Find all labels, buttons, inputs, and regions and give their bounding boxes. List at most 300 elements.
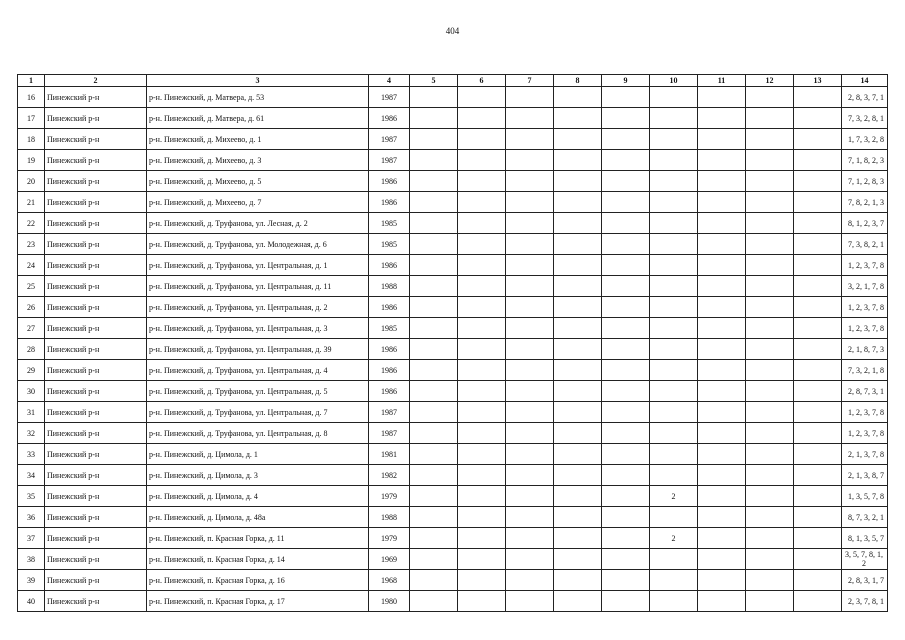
col10-cell	[650, 549, 698, 570]
empty-cell	[554, 276, 602, 297]
table-row	[18, 150, 888, 171]
codes-cell: 8, 1, 3, 5, 7	[842, 528, 888, 549]
codes-cell: 7, 1, 2, 8, 3	[842, 171, 888, 192]
empty-cell	[554, 507, 602, 528]
row-number: 28	[18, 339, 45, 360]
empty-cell	[602, 276, 650, 297]
empty-cell	[602, 507, 650, 528]
district-cell: Пинежский р-н	[45, 171, 147, 192]
row-number: 27	[18, 318, 45, 339]
year-cell: 1986	[369, 360, 410, 381]
row-number: 26	[18, 297, 45, 318]
year-cell: 1986	[369, 192, 410, 213]
empty-cell	[698, 444, 746, 465]
empty-cell	[794, 87, 842, 108]
empty-cell	[506, 423, 554, 444]
district-cell: Пинежский р-н	[45, 234, 147, 255]
empty-cell	[410, 507, 458, 528]
empty-cell	[410, 402, 458, 423]
table-row	[18, 528, 888, 549]
column-header-14: 14	[842, 75, 888, 87]
empty-cell	[602, 234, 650, 255]
empty-cell	[458, 402, 506, 423]
empty-cell	[506, 192, 554, 213]
col10-cell	[650, 213, 698, 234]
col10-cell	[650, 507, 698, 528]
empty-cell	[698, 150, 746, 171]
empty-cell	[794, 234, 842, 255]
row-number: 31	[18, 402, 45, 423]
empty-cell	[746, 591, 794, 612]
empty-cell	[794, 423, 842, 444]
header-row	[18, 75, 888, 87]
empty-cell	[506, 108, 554, 129]
table-row	[18, 318, 888, 339]
table-row	[18, 360, 888, 381]
table-row	[18, 549, 888, 570]
empty-cell	[410, 381, 458, 402]
col10-cell	[650, 297, 698, 318]
row-number: 22	[18, 213, 45, 234]
empty-cell	[746, 528, 794, 549]
row-number: 25	[18, 276, 45, 297]
year-cell: 1982	[369, 465, 410, 486]
empty-cell	[554, 192, 602, 213]
district-cell: Пинежский р-н	[45, 129, 147, 150]
district-cell: Пинежский р-н	[45, 87, 147, 108]
table-row	[18, 486, 888, 507]
address-cell: р-н. Пинежский, д. Матвера, д. 61	[147, 108, 369, 129]
empty-cell	[458, 297, 506, 318]
table-row	[18, 402, 888, 423]
empty-cell	[458, 213, 506, 234]
column-header-5: 5	[410, 75, 458, 87]
empty-cell	[602, 318, 650, 339]
empty-cell	[698, 192, 746, 213]
codes-cell: 2, 1, 3, 8, 7	[842, 465, 888, 486]
row-number: 37	[18, 528, 45, 549]
empty-cell	[602, 150, 650, 171]
empty-cell	[746, 234, 794, 255]
row-number: 32	[18, 423, 45, 444]
year-cell: 1988	[369, 507, 410, 528]
address-cell: р-н. Пинежский, д. Труфанова, ул. Центральная, д. 8	[147, 423, 369, 444]
address-cell: р-н. Пинежский, д. Михеево, д. 7	[147, 192, 369, 213]
empty-cell	[506, 570, 554, 591]
column-header-9: 9	[602, 75, 650, 87]
col10-cell	[650, 171, 698, 192]
empty-cell	[746, 465, 794, 486]
empty-cell	[746, 444, 794, 465]
empty-cell	[554, 87, 602, 108]
col10-cell: 2	[650, 528, 698, 549]
codes-cell: 8, 1, 2, 3, 7	[842, 213, 888, 234]
empty-cell	[602, 192, 650, 213]
row-number: 21	[18, 192, 45, 213]
district-cell: Пинежский р-н	[45, 339, 147, 360]
year-cell: 1968	[369, 570, 410, 591]
empty-cell	[410, 129, 458, 150]
empty-cell	[554, 234, 602, 255]
empty-cell	[458, 192, 506, 213]
empty-cell	[746, 108, 794, 129]
empty-cell	[746, 423, 794, 444]
empty-cell	[698, 213, 746, 234]
codes-cell: 2, 8, 3, 1, 7	[842, 570, 888, 591]
codes-cell: 1, 7, 3, 2, 8	[842, 129, 888, 150]
year-cell: 1986	[369, 381, 410, 402]
year-cell: 1980	[369, 591, 410, 612]
col10-cell	[650, 276, 698, 297]
empty-cell	[410, 570, 458, 591]
empty-cell	[506, 444, 554, 465]
empty-cell	[698, 129, 746, 150]
codes-cell: 7, 8, 2, 1, 3	[842, 192, 888, 213]
empty-cell	[698, 570, 746, 591]
empty-cell	[794, 171, 842, 192]
empty-cell	[698, 339, 746, 360]
empty-cell	[554, 339, 602, 360]
empty-cell	[746, 507, 794, 528]
codes-cell: 7, 3, 2, 8, 1	[842, 108, 888, 129]
empty-cell	[794, 129, 842, 150]
row-number: 40	[18, 591, 45, 612]
empty-cell	[458, 150, 506, 171]
table-row	[18, 171, 888, 192]
empty-cell	[794, 339, 842, 360]
address-cell: р-н. Пинежский, п. Красная Горка, д. 11	[147, 528, 369, 549]
row-number: 34	[18, 465, 45, 486]
empty-cell	[698, 591, 746, 612]
codes-cell: 7, 3, 8, 2, 1	[842, 234, 888, 255]
empty-cell	[746, 276, 794, 297]
empty-cell	[698, 549, 746, 570]
empty-cell	[506, 465, 554, 486]
col10-cell	[650, 150, 698, 171]
district-cell: Пинежский р-н	[45, 213, 147, 234]
empty-cell	[794, 528, 842, 549]
district-cell: Пинежский р-н	[45, 528, 147, 549]
empty-cell	[410, 339, 458, 360]
codes-cell: 1, 2, 3, 7, 8	[842, 423, 888, 444]
empty-cell	[746, 360, 794, 381]
empty-cell	[458, 591, 506, 612]
empty-cell	[602, 465, 650, 486]
empty-cell	[602, 570, 650, 591]
empty-cell	[698, 360, 746, 381]
empty-cell	[746, 318, 794, 339]
year-cell: 1985	[369, 213, 410, 234]
empty-cell	[554, 150, 602, 171]
year-cell: 1986	[369, 255, 410, 276]
table-row	[18, 423, 888, 444]
codes-cell: 7, 3, 2, 1, 8	[842, 360, 888, 381]
empty-cell	[410, 486, 458, 507]
district-cell: Пинежский р-н	[45, 486, 147, 507]
codes-cell: 1, 2, 3, 7, 8	[842, 318, 888, 339]
codes-cell: 1, 2, 3, 7, 8	[842, 297, 888, 318]
empty-cell	[602, 171, 650, 192]
address-cell: р-н. Пинежский, д. Труфанова, ул. Центральная, д. 3	[147, 318, 369, 339]
empty-cell	[794, 549, 842, 570]
empty-cell	[458, 339, 506, 360]
empty-cell	[554, 570, 602, 591]
table-row	[18, 591, 888, 612]
empty-cell	[602, 213, 650, 234]
table-row	[18, 234, 888, 255]
empty-cell	[794, 591, 842, 612]
col10-cell	[650, 318, 698, 339]
district-cell: Пинежский р-н	[45, 276, 147, 297]
column-header-11: 11	[698, 75, 746, 87]
empty-cell	[506, 255, 554, 276]
empty-cell	[410, 297, 458, 318]
row-number: 38	[18, 549, 45, 570]
district-cell: Пинежский р-н	[45, 381, 147, 402]
empty-cell	[554, 591, 602, 612]
empty-cell	[554, 486, 602, 507]
year-cell: 1986	[369, 171, 410, 192]
year-cell: 1986	[369, 339, 410, 360]
empty-cell	[554, 297, 602, 318]
year-cell: 1985	[369, 234, 410, 255]
empty-cell	[698, 465, 746, 486]
empty-cell	[458, 507, 506, 528]
year-cell: 1969	[369, 549, 410, 570]
codes-cell: 7, 1, 8, 2, 3	[842, 150, 888, 171]
column-header-10: 10	[650, 75, 698, 87]
codes-cell: 1, 3, 5, 7, 8	[842, 486, 888, 507]
year-cell: 1987	[369, 423, 410, 444]
empty-cell	[602, 108, 650, 129]
row-number: 29	[18, 360, 45, 381]
row-number: 36	[18, 507, 45, 528]
year-cell: 1986	[369, 297, 410, 318]
empty-cell	[458, 255, 506, 276]
col10-cell	[650, 108, 698, 129]
year-cell: 1981	[369, 444, 410, 465]
empty-cell	[746, 255, 794, 276]
year-cell: 1979	[369, 528, 410, 549]
table-row	[18, 129, 888, 150]
empty-cell	[794, 318, 842, 339]
address-cell: р-н. Пинежский, д. Цимола, д. 4	[147, 486, 369, 507]
empty-cell	[602, 444, 650, 465]
empty-cell	[458, 360, 506, 381]
empty-cell	[698, 486, 746, 507]
empty-cell	[410, 360, 458, 381]
district-cell: Пинежский р-н	[45, 591, 147, 612]
empty-cell	[746, 87, 794, 108]
codes-cell: 2, 3, 7, 8, 1	[842, 591, 888, 612]
table-row	[18, 108, 888, 129]
empty-cell	[410, 276, 458, 297]
empty-cell	[746, 381, 794, 402]
empty-cell	[554, 255, 602, 276]
empty-cell	[554, 444, 602, 465]
empty-cell	[410, 150, 458, 171]
address-cell: р-н. Пинежский, д. Михеево, д. 5	[147, 171, 369, 192]
empty-cell	[794, 444, 842, 465]
empty-cell	[746, 192, 794, 213]
empty-cell	[746, 213, 794, 234]
district-cell: Пинежский р-н	[45, 192, 147, 213]
col10-cell	[650, 444, 698, 465]
empty-cell	[506, 87, 554, 108]
empty-cell	[554, 171, 602, 192]
row-number: 20	[18, 171, 45, 192]
district-cell: Пинежский р-н	[45, 507, 147, 528]
address-cell: р-н. Пинежский, д. Цимола, д. 48а	[147, 507, 369, 528]
year-cell: 1987	[369, 129, 410, 150]
table-row	[18, 276, 888, 297]
empty-cell	[602, 381, 650, 402]
empty-cell	[506, 486, 554, 507]
empty-cell	[410, 234, 458, 255]
empty-cell	[746, 150, 794, 171]
empty-cell	[698, 318, 746, 339]
column-header-12: 12	[746, 75, 794, 87]
empty-cell	[602, 129, 650, 150]
column-header-6: 6	[458, 75, 506, 87]
empty-cell	[794, 297, 842, 318]
empty-cell	[506, 549, 554, 570]
empty-cell	[554, 213, 602, 234]
empty-cell	[554, 402, 602, 423]
table-row	[18, 570, 888, 591]
empty-cell	[794, 507, 842, 528]
codes-cell: 3, 2, 1, 7, 8	[842, 276, 888, 297]
empty-cell	[698, 171, 746, 192]
empty-cell	[602, 255, 650, 276]
district-cell: Пинежский р-н	[45, 255, 147, 276]
empty-cell	[794, 150, 842, 171]
empty-cell	[410, 444, 458, 465]
empty-cell	[794, 381, 842, 402]
empty-cell	[602, 549, 650, 570]
empty-cell	[506, 213, 554, 234]
empty-cell	[410, 255, 458, 276]
codes-cell: 3, 5, 7, 8, 1, 2	[842, 549, 888, 570]
year-cell: 1986	[369, 108, 410, 129]
address-cell: р-н. Пинежский, д. Труфанова, ул. Молодежная, д. 6	[147, 234, 369, 255]
empty-cell	[794, 486, 842, 507]
empty-cell	[410, 423, 458, 444]
empty-cell	[698, 507, 746, 528]
empty-cell	[602, 528, 650, 549]
codes-cell: 1, 2, 3, 7, 8	[842, 402, 888, 423]
row-number: 23	[18, 234, 45, 255]
column-header-7: 7	[506, 75, 554, 87]
row-number: 17	[18, 108, 45, 129]
district-cell: Пинежский р-н	[45, 570, 147, 591]
empty-cell	[602, 486, 650, 507]
empty-cell	[698, 87, 746, 108]
address-cell: р-н. Пинежский, д. Труфанова, ул. Центральная, д. 5	[147, 381, 369, 402]
col10-cell	[650, 255, 698, 276]
empty-cell	[506, 150, 554, 171]
empty-cell	[458, 381, 506, 402]
address-cell: р-н. Пинежский, п. Красная Горка, д. 17	[147, 591, 369, 612]
district-cell: Пинежский р-н	[45, 423, 147, 444]
empty-cell	[746, 171, 794, 192]
empty-cell	[554, 108, 602, 129]
empty-cell	[458, 234, 506, 255]
empty-cell	[410, 318, 458, 339]
table-row	[18, 192, 888, 213]
empty-cell	[794, 402, 842, 423]
empty-cell	[794, 255, 842, 276]
empty-cell	[602, 297, 650, 318]
codes-cell: 8, 7, 3, 2, 1	[842, 507, 888, 528]
empty-cell	[794, 360, 842, 381]
empty-cell	[506, 129, 554, 150]
empty-cell	[554, 381, 602, 402]
empty-cell	[458, 423, 506, 444]
empty-cell	[506, 402, 554, 423]
empty-cell	[506, 297, 554, 318]
empty-cell	[554, 129, 602, 150]
empty-cell	[458, 444, 506, 465]
row-number: 24	[18, 255, 45, 276]
col10-cell	[650, 381, 698, 402]
empty-cell	[554, 465, 602, 486]
empty-cell	[698, 255, 746, 276]
year-cell: 1987	[369, 87, 410, 108]
empty-cell	[554, 318, 602, 339]
empty-cell	[554, 549, 602, 570]
address-cell: р-н. Пинежский, д. Михеево, д. 1	[147, 129, 369, 150]
address-cell: р-н. Пинежский, д. Труфанова, ул. Лесная, д. 2	[147, 213, 369, 234]
col10-cell: 2	[650, 486, 698, 507]
year-cell: 1987	[369, 402, 410, 423]
table-row	[18, 87, 888, 108]
table-row	[18, 444, 888, 465]
table-row	[18, 297, 888, 318]
district-cell: Пинежский р-н	[45, 549, 147, 570]
empty-cell	[698, 276, 746, 297]
empty-cell	[794, 213, 842, 234]
empty-cell	[554, 423, 602, 444]
address-cell: р-н. Пинежский, д. Труфанова, ул. Центральная, д. 39	[147, 339, 369, 360]
empty-cell	[410, 108, 458, 129]
empty-cell	[506, 528, 554, 549]
address-cell: р-н. Пинежский, п. Красная Горка, д. 14	[147, 549, 369, 570]
empty-cell	[506, 171, 554, 192]
empty-cell	[506, 381, 554, 402]
empty-cell	[698, 297, 746, 318]
empty-cell	[698, 381, 746, 402]
col10-cell	[650, 423, 698, 444]
empty-cell	[794, 192, 842, 213]
col10-cell	[650, 87, 698, 108]
empty-cell	[698, 234, 746, 255]
address-cell: р-н. Пинежский, д. Михеево, д. 3	[147, 150, 369, 171]
address-cell: р-н. Пинежский, п. Красная Горка, д. 16	[147, 570, 369, 591]
column-header-8: 8	[554, 75, 602, 87]
col10-cell	[650, 465, 698, 486]
empty-cell	[746, 297, 794, 318]
empty-cell	[458, 528, 506, 549]
col10-cell	[650, 129, 698, 150]
empty-cell	[458, 318, 506, 339]
table-row	[18, 507, 888, 528]
col10-cell	[650, 591, 698, 612]
district-cell: Пинежский р-н	[45, 150, 147, 171]
codes-cell: 2, 8, 3, 7, 1	[842, 87, 888, 108]
address-cell: р-н. Пинежский, д. Цимола, д. 1	[147, 444, 369, 465]
empty-cell	[410, 549, 458, 570]
